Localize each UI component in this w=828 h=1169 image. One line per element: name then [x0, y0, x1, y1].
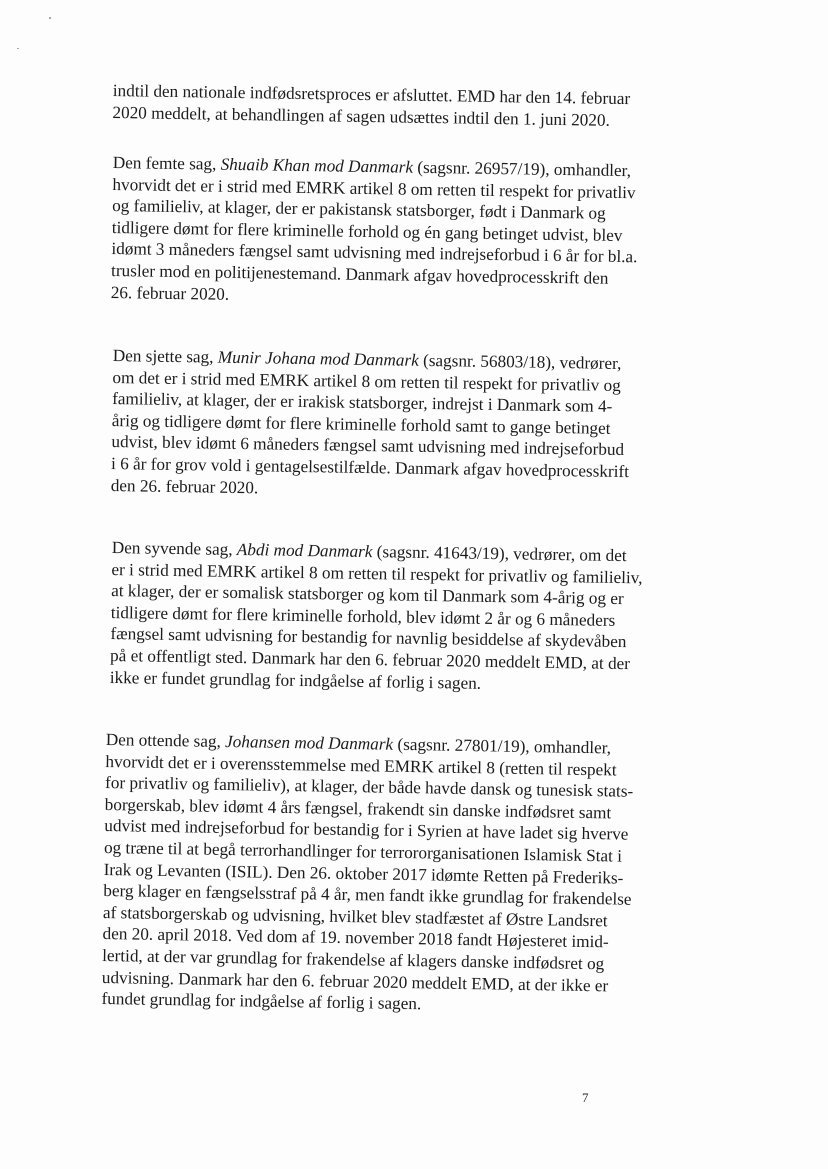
scan-speck [17, 48, 19, 49]
case-title: Abdi mod Danmark [236, 539, 373, 562]
text-line: familieliv, at klager, der er irakisk statsborger, indrejst i Danmark som 4- [112, 389, 613, 417]
text-line: udvist, blev idømt 6 måneders fængsel samt udvisning med indrejseforbud [111, 432, 625, 460]
text-line: er i strid med EMRK artikel 8 om retten til respekt for privatliv og familieliv, [111, 559, 643, 587]
paragraph-continuation [112, 80, 630, 131]
text-line: på et offentligt sted. Danmark har den 6. februar 2020 meddelt EMD, at der [109, 645, 631, 674]
paragraph-case-7 [110, 537, 643, 696]
paragraph-case-8 [101, 729, 634, 1018]
scan-speck [49, 17, 51, 19]
text-line: og træne til at begå terrorhandlinger for terrororganisationen Islamisk Stat i [103, 837, 623, 866]
text-line: berg klager en fængselsstraf på 4 år, men fandt ikke grundlag for frakendelse [103, 881, 632, 909]
text-line: tidligere dømt for flere kriminelle forhold og én gang betinget udvist, blev [111, 217, 623, 245]
text-line: indtil den nationale indfødsretsproces er afsluttet. EMD har den 14. februar [112, 80, 631, 109]
text-line: idømt 3 måneders fængsel samt udvisning med indrejseforbud i 6 år for bl.a. [111, 239, 638, 267]
text-line: udvist med indrejseforbud for bestandig for i Syrien at have ladet sig hverve [104, 816, 629, 845]
text-line: årig og tidligere dømt for flere kriminelle forhold samt to gange betinget [111, 410, 611, 438]
text-line: at klager, der er somalisk statsborger og kom til Danmark som 4-årig og er [111, 581, 624, 609]
text-line: 2020 meddelt, at behandlingen af sagen udsættes indtil den 1. juni 2020. [112, 102, 610, 130]
text-line: trusler mod en politijenestemand. Danmark afgav hovedprocesskrift den [110, 260, 609, 288]
text-line: hvorvidt det er i overensstemmelse med EMRK artikel 8 (retten til respekt [105, 751, 617, 780]
text-line: 26. februar 2020. [110, 282, 230, 304]
text-line: borgerskab, blev idømt 4 års fængsel, frakendt sin danske indfødsret samt [104, 794, 612, 823]
text-line: om det er i strid med EMRK artikel 8 om retten til respekt for privatliv og [112, 367, 621, 395]
text-line: ikke er fundet grundlag for indgåelse af forlig i sagen. [109, 667, 482, 693]
text-line: Den sjette sag, Munir Johana mod Danmark (sagsnr. 56803/18), vedrører, [112, 345, 622, 373]
text-line: fundet grundlag for indgåelse af forlig i sagen. [101, 989, 422, 1014]
paragraph-case-6 [111, 345, 631, 504]
text-line: af statsborgerskab og udvisning, hvilket blev stadfæstet af Østre Landsret [102, 902, 608, 931]
text-line: Den femte sag, Shuaib Khan mod Danmark (sagsnr. 26957/19), omhandler, [112, 152, 632, 181]
paragraph-case-5 [111, 152, 639, 311]
case-title: Shuaib Khan mod Danmark [220, 154, 414, 177]
text-line: Den syvende sag, Abdi mod Danmark (sagsnr. 41643/19), vedrører, om det [111, 537, 627, 566]
text-line: udvisning. Danmark har den 6. februar 2020 meddelt EMD, at der ikke er [101, 967, 609, 995]
text-line: lertid, at der var grundlag for frakendelse af klagers danske indfødsret og [102, 945, 605, 974]
text-line: hvorvidt det er i strid med EMRK artikel 8 om retten til respekt for privatliv [112, 174, 636, 202]
text-line: i 6 år for grov vold i gentagelsestilfælde. Danmark afgav hovedprocesskrift [110, 453, 630, 482]
text-line: Den ottende sag, Johansen mod Danmark (sagsnr. 27801/19), omhandler, [105, 729, 612, 758]
text-line: fængsel samt udvisning for bestandig for navnlig besiddelse af skydevåben [110, 624, 627, 652]
page-number: 7 [582, 1090, 589, 1105]
text-line: tidligere dømt for flere kriminelle forhold, blev idømt 2 år og 6 måneders [110, 602, 616, 630]
case-title: Munir Johana mod Danmark [217, 347, 419, 370]
text-line: Irak og Levanten (ISIL). Den 26. oktober 2017 idømte Retten på Frederiks- [103, 859, 624, 888]
text-line: den 20. april 2018. Ved dom af 19. november 2018 fandt Højesteret imid- [102, 924, 609, 952]
text-line: og familieliv, at klager, der er pakistansk statsborger, født i Danmark og [112, 196, 606, 223]
text-line: for privatliv og familieliv), at klager, der både havde dansk og tunesisk stats- [104, 773, 634, 801]
case-title: Johansen mod Danmark [224, 731, 394, 754]
text-line: den 26. februar 2020. [110, 475, 259, 497]
